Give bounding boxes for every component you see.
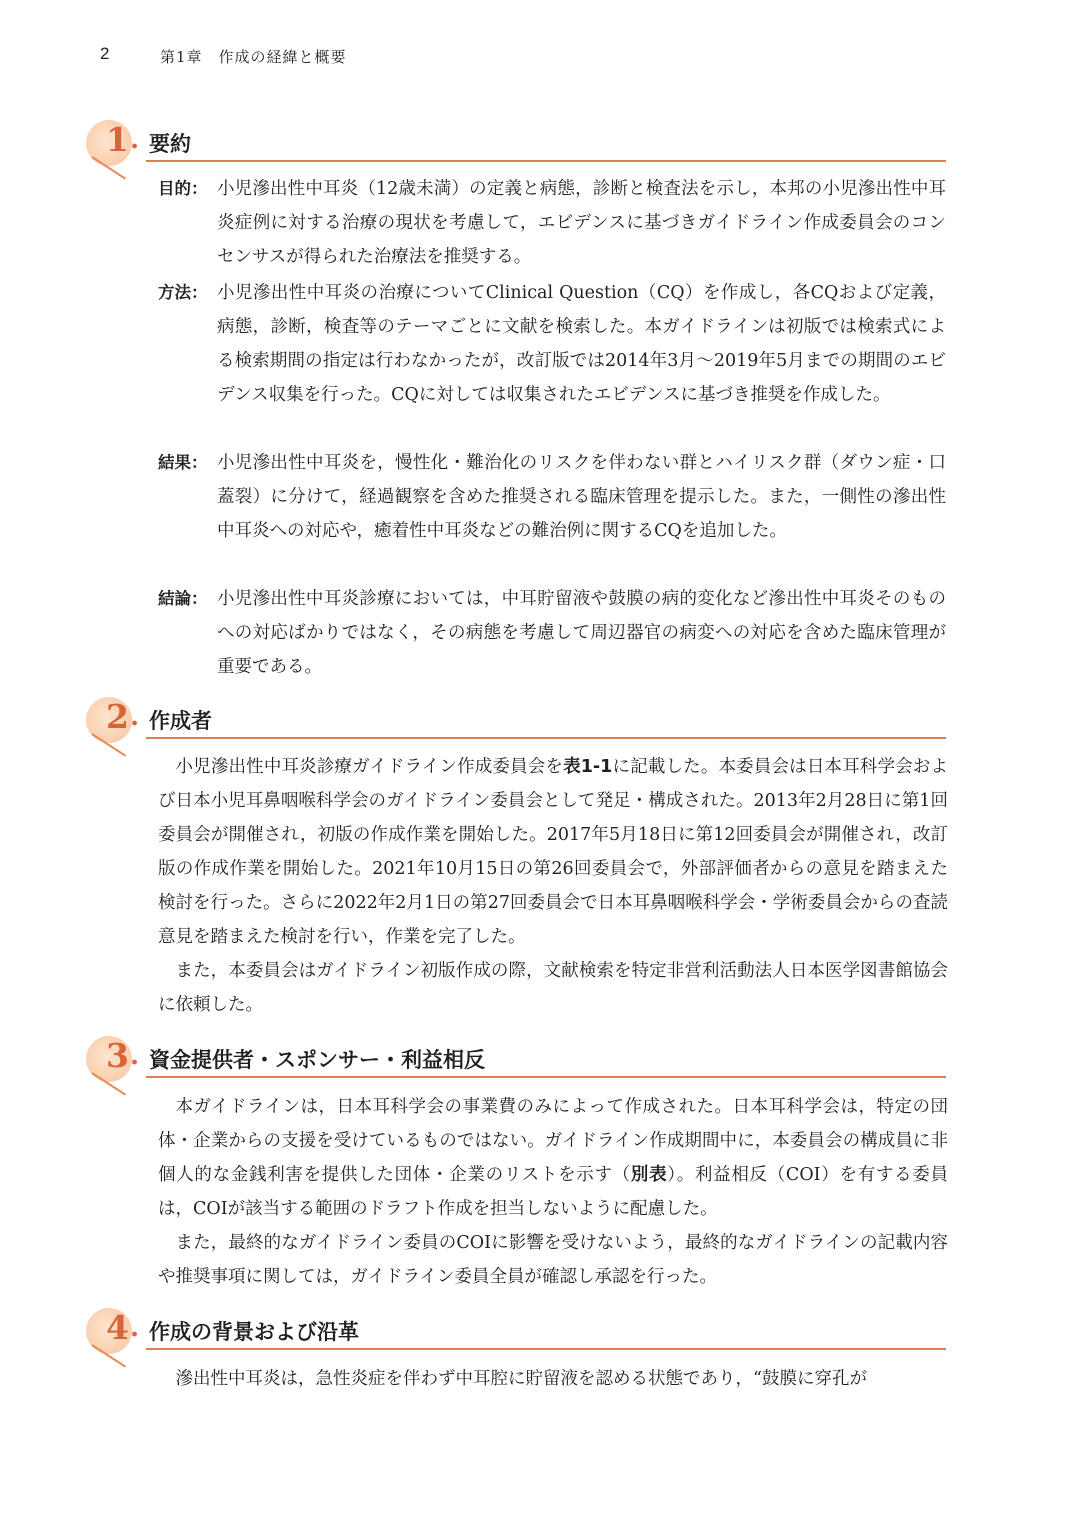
section-heading-background [86, 1306, 946, 1356]
paragraph-text: 小児滲出性中耳炎診療ガイドライン作成委員会を [175, 757, 564, 777]
summary-label: 目的： [158, 179, 208, 198]
section-number: 4 [106, 1308, 129, 1347]
summary-text: 小児滲出性中耳炎診療においては，中耳貯留液や鼓膜の病的変化など滲出性中耳炎そのものへの対応ばかりではなく，その病態を考慮して周辺器官の病変への対応を含めた臨床管理が重要である。 [217, 589, 946, 677]
summary-label: 結果： [158, 453, 208, 472]
summary-text: 小児滲出性中耳炎の治療についてClinical Question（CQ）を作成し，各CQおよび定義，病態，診断，検査等のテーマごとに文献を検索した。本ガイドラインは初版では検索式による検索期間の指定は行わなかったが，改訂版では2014年3月〜2019年5月までの期間のエビデンス収集を行った。CQに対しては収集されたエビデンスに基づき推奨を作成した。 [217, 283, 946, 405]
heading-rule [146, 737, 946, 739]
section-title: 作成者 [149, 709, 212, 733]
paragraph-text: に記載した。本委員会は日本耳科学会および日本小児耳鼻咽喉科学会のガイドライン委員会として発足・構成された。2013年2月28日に第1回委員会が開催され，初版の作成作業を開始した。2017年5月18日に第12回委員会が開催され，改訂版の作成作業を開始した。2021年10月15日の第26回委員会で，外部評価者からの意見を踏まえた検討を行った。さらに2022年2月1日の第27回委員会で日本耳鼻咽喉科学会・学術委員会からの査読意見を踏まえた検討を行い，作業を完了した。 [158, 757, 948, 947]
section-title: 要約 [149, 132, 191, 156]
chapter-title: 第1章 作成の経緯と概要 [160, 48, 347, 66]
table-reference: 表1-1 [563, 757, 613, 777]
summary-label: 方法： [158, 283, 208, 302]
section-heading-authors [86, 695, 946, 745]
section-title: 作成の背景および沿革 [149, 1320, 359, 1344]
funding-paragraph-2: また，最終的なガイドライン委員のCOIに影響を受けないよう，最終的なガイドラインの記載内容や推奨事項に関しては，ガイドライン委員全員が確認し承認を行った。 [158, 1233, 948, 1287]
summary-text: 小児滲出性中耳炎を，慢性化・難治化のリスクを伴わない群とハイリスク群（ダウン症・口蓋裂）に分けて，経過観察を含めた推奨される臨床管理を提示した。また，一側性の滲出性中耳炎への対応や，癒着性中耳炎などの難治例に関するCQを追加した。 [217, 453, 946, 541]
page-number: 2 [100, 44, 110, 63]
authors-paragraph-2: また，本委員会はガイドライン初版作成の際，文献検索を特定非営利活動法人日本医学図書館協会に依頼した。 [158, 961, 948, 1015]
section-number-dot: . [130, 1041, 140, 1071]
section-title: 資金提供者・スポンサー・利益相反 [149, 1048, 485, 1072]
summary-label: 結論： [158, 589, 208, 608]
authors-paragraph-1 [158, 750, 948, 954]
paragraph-text: 本ガイドラインは，日本耳科学会の事業費のみによって作成された。日本耳科学会は，特定の団体・企業からの支援を受けているものではない。ガイドライン作成期間中に，本委員会の構成員に非個人的な金銭利害を提供した団体・企業のリストを示す（ [158, 1097, 948, 1185]
heading-rule [146, 1076, 946, 1078]
summary-text: 小児滲出性中耳炎（12歳未満）の定義と病態，診断と検査法を示し，本邦の小児滲出性中耳炎症例に対する治療の現状を考慮して，エビデンスに基づきガイドライン作成委員会のコンセンサスが得られた治療法を推奨する。 [217, 179, 946, 267]
section-number: 2 [106, 697, 129, 736]
section-number-dot: . [130, 125, 140, 155]
section-number: 1 [106, 120, 129, 159]
running-head [0, 44, 1075, 70]
background-paragraph-1: 滲出性中耳炎は，急性炎症を伴わず中耳腔に貯留液を認める状態であり，“鼓膜に穿孔が [175, 1369, 867, 1389]
section-number-dot: . [130, 702, 140, 732]
heading-rule [146, 1348, 946, 1350]
funding-paragraph-1 [158, 1090, 948, 1226]
section-number: 3 [106, 1036, 129, 1075]
section-number-dot: . [130, 1313, 140, 1343]
heading-rule [146, 160, 946, 162]
paragraph-text: ）。利益相反（COI）を有する委員は，COIが該当する範囲のドラフト作成を担当しないように配慮した。 [158, 1165, 948, 1219]
appendix-reference: 別表 [630, 1165, 668, 1185]
section-heading-summary [86, 118, 946, 168]
section-heading-funding [86, 1034, 946, 1084]
